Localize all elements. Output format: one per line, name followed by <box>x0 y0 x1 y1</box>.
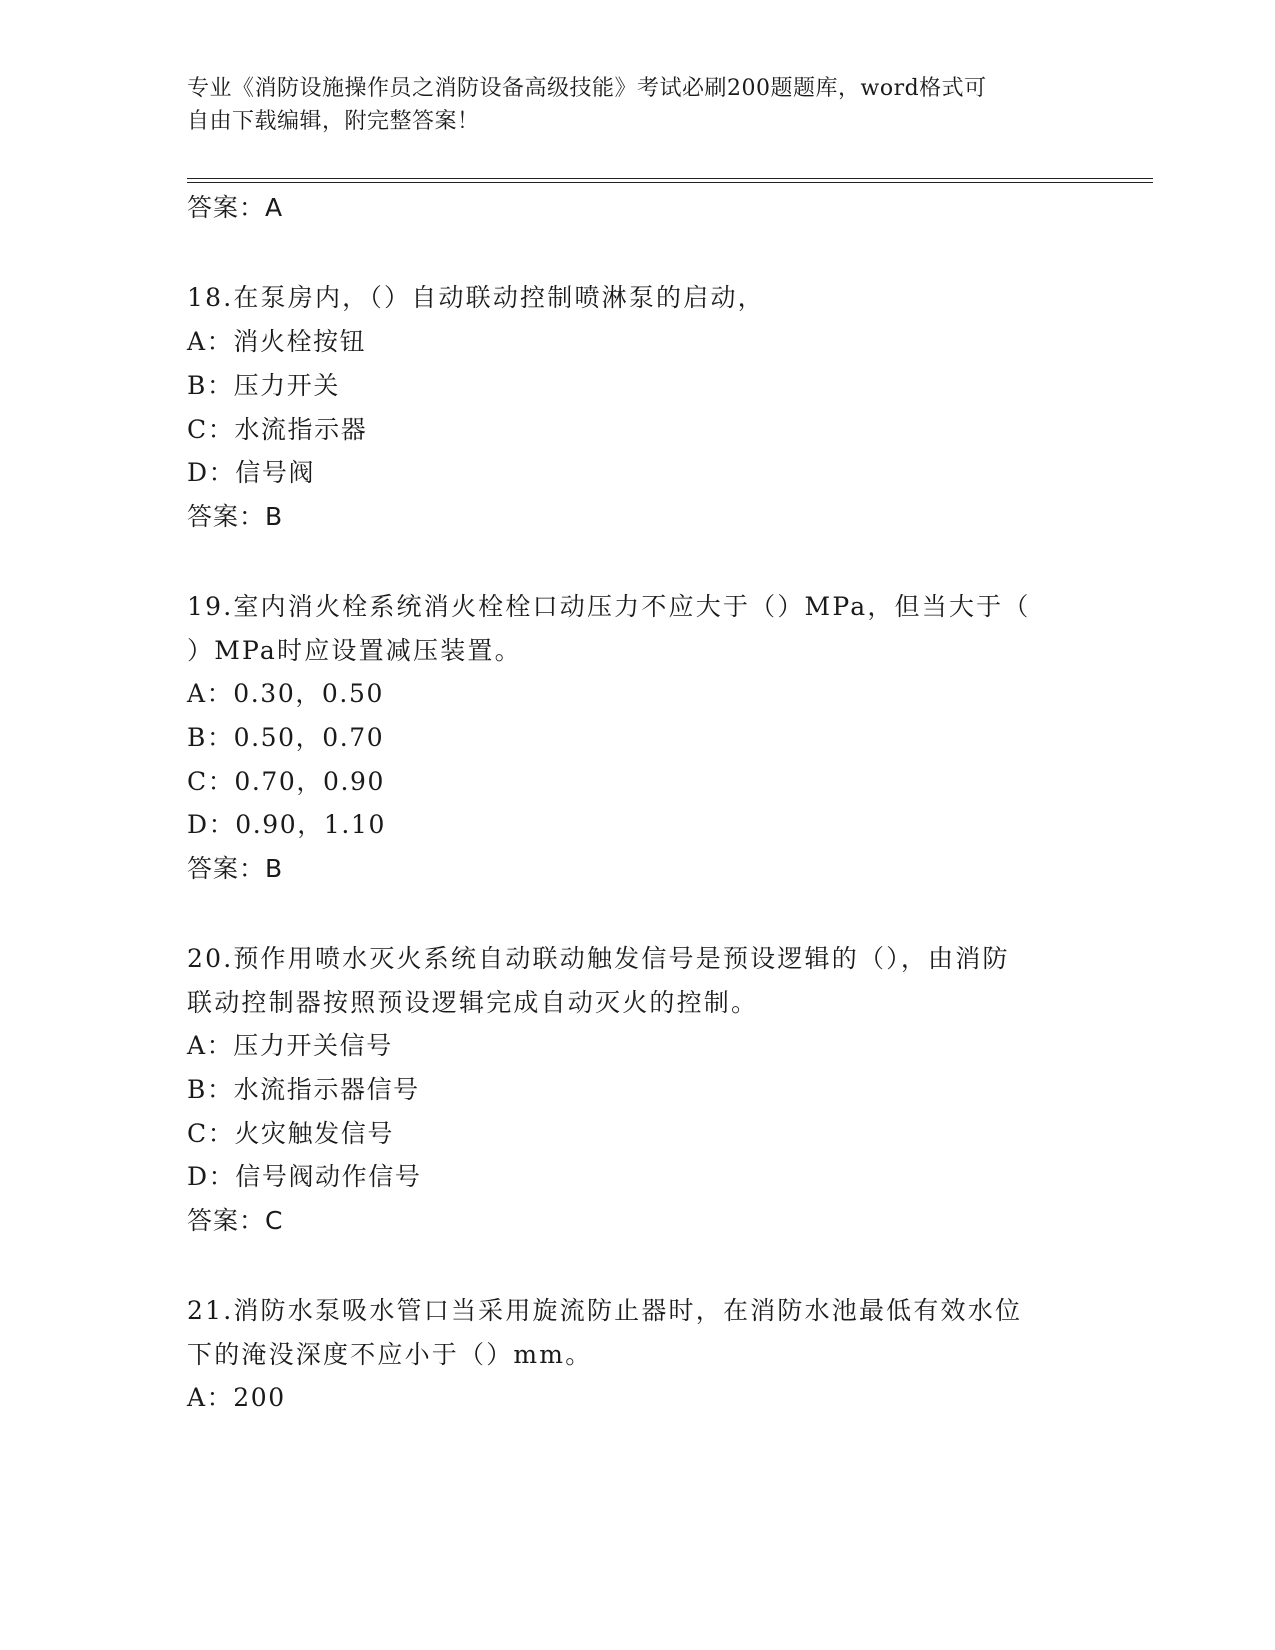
question-18-option-a: A：消火栓按钮 <box>187 327 367 356</box>
question-19-text-line-1: 19.室内消火栓系统消火栓栓口动压力不应大于（）MPa，但当大于（ <box>187 592 1031 621</box>
header-line-2: 自由下载编辑，附完整答案！ <box>187 109 480 134</box>
answer-line: 答案：A <box>187 193 284 222</box>
question-20-text-line-2: 联动控制器按照预设逻辑完成自动灭火的控制。 <box>187 988 759 1017</box>
question-19-text-line-2: ）MPa时应设置减压装置。 <box>187 636 522 665</box>
header-line-1: 专业《消防设施操作员之消防设备高级技能》考试必刷200题题库，word格式可 <box>187 76 987 101</box>
question-20-option-b: B：水流指示器信号 <box>187 1075 420 1104</box>
question-21-text-line-2: 下的淹没深度不应小于（）mm。 <box>187 1340 593 1369</box>
question-20-text-line-1: 20.预作用喷水灭火系统自动联动触发信号是预设逻辑的（），由消防 <box>187 944 1010 973</box>
question-19-option-c: C：0.70，0.90 <box>187 767 386 796</box>
header-divider <box>187 178 1153 183</box>
document-header <box>187 72 1087 138</box>
question-19-option-d: D：0.90，1.10 <box>187 810 386 839</box>
question-20-option-a: A：压力开关信号 <box>187 1031 393 1060</box>
question-18-option-d: D：信号阀 <box>187 458 316 487</box>
question-18-text: 18.在泵房内，（）自动联动控制喷淋泵的启动， <box>187 283 765 312</box>
question-18-answer: 答案：B <box>187 502 284 531</box>
question-19-option-b: B：0.50，0.70 <box>187 723 385 752</box>
question-20-answer: 答案：C <box>187 1206 284 1235</box>
question-20-option-c: C：火灾触发信号 <box>187 1119 394 1148</box>
question-21-text-line-1: 21.消防水泵吸水管口当采用旋流防止器时，在消防水池最低有效水位 <box>187 1296 1023 1325</box>
question-21-option-a: A：200 <box>187 1383 286 1412</box>
question-18-option-c: C：水流指示器 <box>187 415 368 444</box>
question-20-option-d: D：信号阀动作信号 <box>187 1162 422 1191</box>
question-18-option-b: B：压力开关 <box>187 371 340 400</box>
question-19-answer: 答案：B <box>187 854 284 883</box>
question-19-option-a: A：0.30，0.50 <box>187 679 384 708</box>
